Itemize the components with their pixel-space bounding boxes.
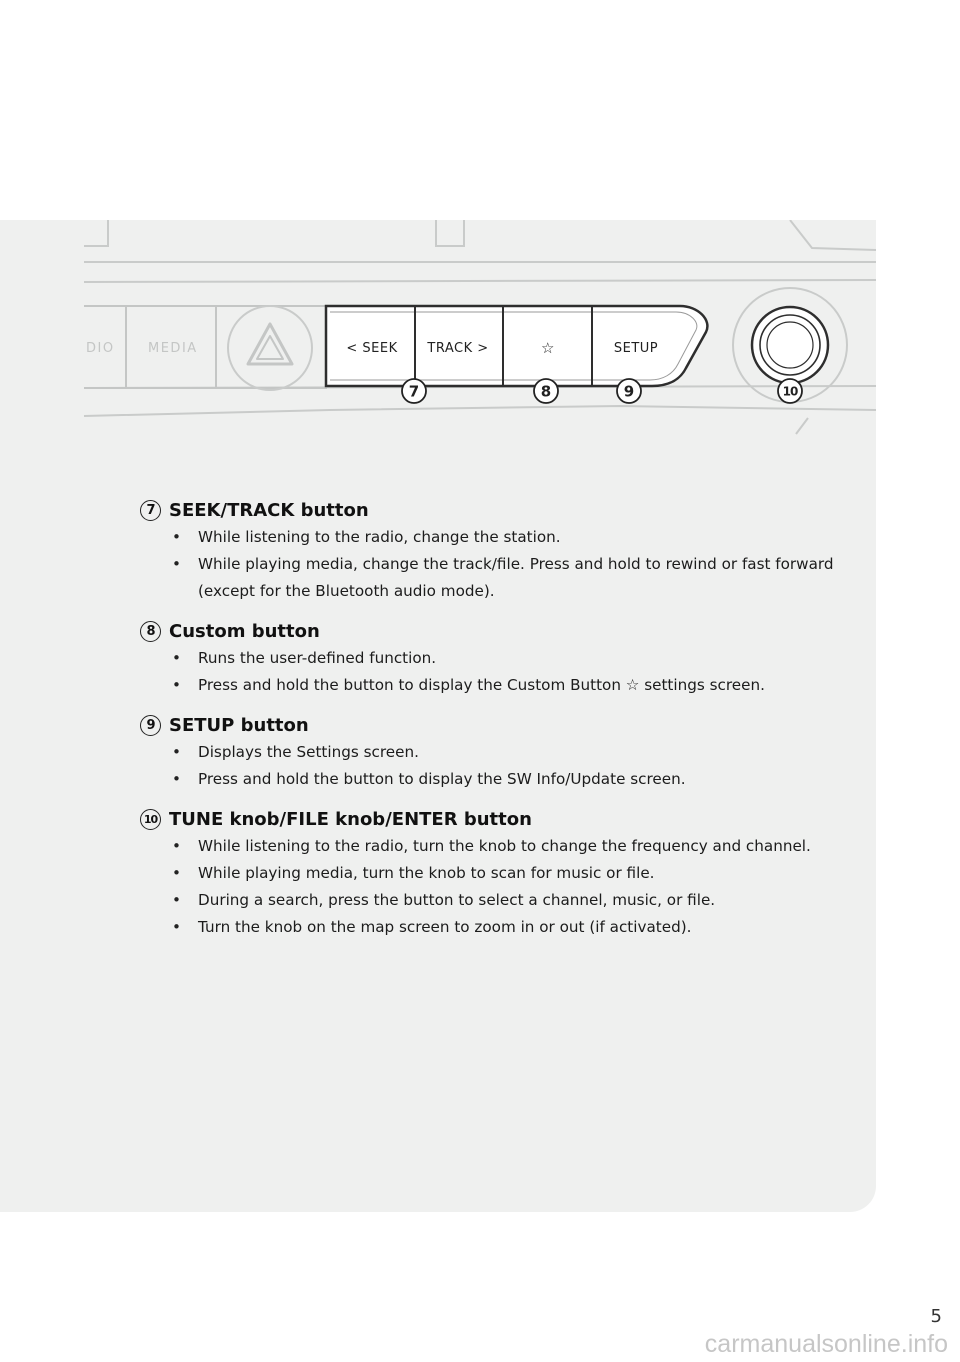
- number-badge: 10: [140, 809, 161, 830]
- bullet-list: [140, 739, 840, 793]
- bullet-item: • While playing media, turn the knob to scan for music or file.: [170, 860, 840, 887]
- bullet-item: • Displays the Settings screen.: [170, 739, 840, 766]
- bullet-item: • While listening to the radio, turn the knob to change the frequency and channel.: [170, 833, 840, 860]
- bullet-item: • Press and hold the button to display the SW Info/Update screen.: [170, 766, 840, 793]
- bullet-item: • While listening to the radio, change the station.: [170, 524, 840, 551]
- callout-8: [534, 379, 558, 403]
- bullet-list: [140, 524, 840, 605]
- section-tune-knob: [140, 805, 840, 941]
- section-custom: [140, 617, 840, 699]
- section-seek-track: [140, 496, 840, 605]
- number-badge: 7: [140, 500, 161, 521]
- section-title: SEEK/TRACK button: [169, 499, 369, 521]
- control-panel-illustration: [0, 220, 876, 460]
- watermark: carmanualsonline.info: [704, 1330, 948, 1358]
- section-heading: [140, 711, 840, 739]
- custom-star-button: ☆: [541, 339, 555, 357]
- section-heading: [140, 496, 840, 524]
- page-number: 5: [930, 1306, 942, 1327]
- radio-label: DIO: [86, 341, 115, 356]
- section-title: Custom button: [169, 620, 320, 642]
- seek-button: < SEEK: [346, 341, 398, 356]
- svg-text:10: 10: [782, 384, 798, 399]
- media-label: MEDIA: [148, 341, 198, 356]
- callout-9: [617, 379, 641, 403]
- section-setup: [140, 711, 840, 793]
- number-badge: 8: [140, 621, 161, 642]
- descriptions: [140, 496, 840, 953]
- bullet-list: [140, 833, 840, 941]
- bullet-item: • While playing media, change the track/file. Press and hold to rewind or fast forward (except for the Bluetooth audio mode).: [170, 551, 840, 605]
- section-heading: [140, 805, 840, 833]
- bullet-list: [140, 645, 840, 699]
- svg-text:7: 7: [408, 382, 420, 401]
- svg-text:9: 9: [623, 382, 635, 401]
- bullet-item: • Runs the user-defined function.: [170, 645, 840, 672]
- setup-button: SETUP: [613, 341, 659, 356]
- hazard-icon: [228, 306, 312, 390]
- bullet-item: • During a search, press the button to select a channel, music, or file.: [170, 887, 840, 914]
- bullet-item: • Press and hold the button to display the Custom Button ☆ settings screen.: [170, 672, 840, 699]
- bullet-item: • Turn the knob on the map screen to zoom in or out (if activated).: [170, 914, 840, 941]
- track-button: TRACK >: [427, 341, 489, 356]
- number-badge: 9: [140, 715, 161, 736]
- section-heading: [140, 617, 840, 645]
- section-title: SETUP button: [169, 714, 309, 736]
- callout-10: [778, 379, 802, 403]
- section-title: TUNE knob/FILE knob/ENTER button: [169, 808, 532, 830]
- svg-text:8: 8: [540, 382, 552, 401]
- callout-7: [402, 379, 426, 403]
